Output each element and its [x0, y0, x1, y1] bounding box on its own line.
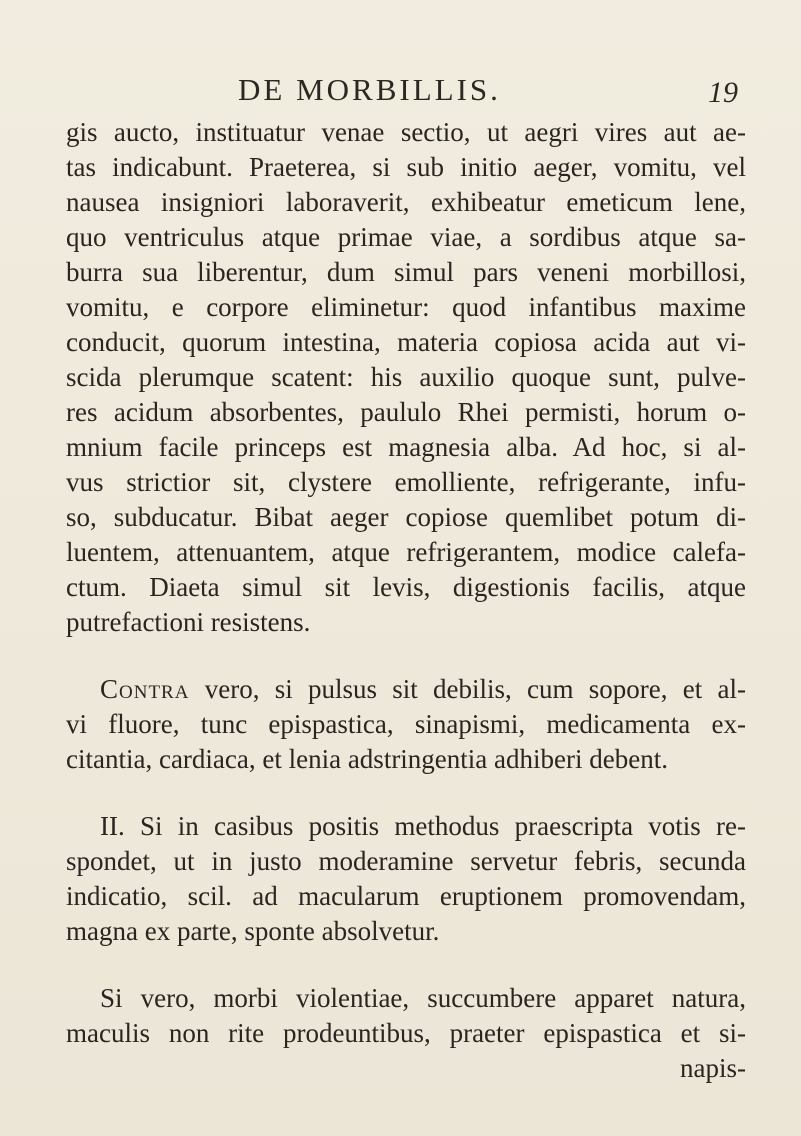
text-line: gis aucto, instituatur venae sectio, ut aegri vires aut ae- — [66, 117, 746, 147]
text-line: mnium facile princeps est magnesia alba. Ad hoc, si al- — [66, 432, 746, 462]
text-line — [66, 672, 746, 707]
text-line: maculis non rite prodeuntibus, praeter epispastica et si- — [66, 1018, 746, 1048]
text-line: tas indicabunt. Praeterea, si sub initio aeger, vomitu, vel — [66, 152, 746, 182]
text-line: nausea insigniori laboraverit, exhibeatur emeticum lene, — [66, 187, 746, 217]
page-header — [0, 64, 801, 114]
body-text — [66, 115, 746, 1086]
text-line: citantia, cardiaca, et lenia adstringentia adhiberi debent. — [66, 744, 668, 774]
small-caps-lead: Contra — [100, 674, 190, 704]
text-line: vi fluore, tunc epispastica, sinapismi, medicamenta ex- — [66, 709, 746, 739]
text-line: conducit, quorum intestina, materia copiosa acida aut vi- — [66, 327, 746, 357]
text-line: quo ventriculus atque primae viae, a sordibus atque sa- — [66, 222, 746, 252]
text-line: putrefactioni resistens. — [66, 607, 311, 637]
text-line: vomitu, e corpore eliminetur: quod infantibus maxime — [66, 292, 746, 322]
text-line: luentem, attenuantem, atque refrigerantem, modice calefa- — [66, 537, 746, 567]
text-line: Si vero, morbi violentiae, succumbere apparet natura, — [100, 983, 746, 1013]
text-line: indicatio, scil. ad macularum eruptionem promovendam, — [66, 881, 746, 911]
running-title: DE MORBILLIS. — [238, 72, 501, 107]
paragraph — [66, 672, 746, 777]
text-line: so, subducatur. Bibat aeger copiose quemlibet potum di- — [66, 502, 746, 532]
text-line: II. Si in casibus positis methodus praescripta votis re- — [100, 811, 746, 841]
paragraph — [66, 809, 746, 949]
text-line: vus strictior sit, clystere emolliente, refrigerante, infu- — [66, 467, 746, 497]
text-line: ctum. Diaeta simul sit levis, digestionis facilis, atque — [66, 572, 746, 602]
text-line: magna ex parte, sponte absolvetur. — [66, 916, 440, 946]
paragraph-gap — [66, 640, 746, 672]
paragraph — [66, 115, 746, 640]
text-segment: vero, si pulsus sit debilis, cum sopore, et al- — [189, 674, 746, 704]
catchword: napis- — [680, 1053, 746, 1083]
text-line: scida plerumque scatent: his auxilio quoque sunt, pulve- — [66, 362, 746, 392]
text-line: burra sua liberentur, dum simul pars veneni morbillosi, — [66, 257, 746, 287]
text-line: spondet, ut in justo moderamine servetur febris, secunda — [66, 846, 746, 876]
paragraph-gap — [66, 949, 746, 981]
paragraph — [66, 981, 746, 1051]
text-line: res acidum absorbentes, paululo Rhei permisti, horum o- — [66, 397, 746, 427]
paragraph-gap — [66, 777, 746, 809]
page-number: 19 — [708, 76, 738, 109]
